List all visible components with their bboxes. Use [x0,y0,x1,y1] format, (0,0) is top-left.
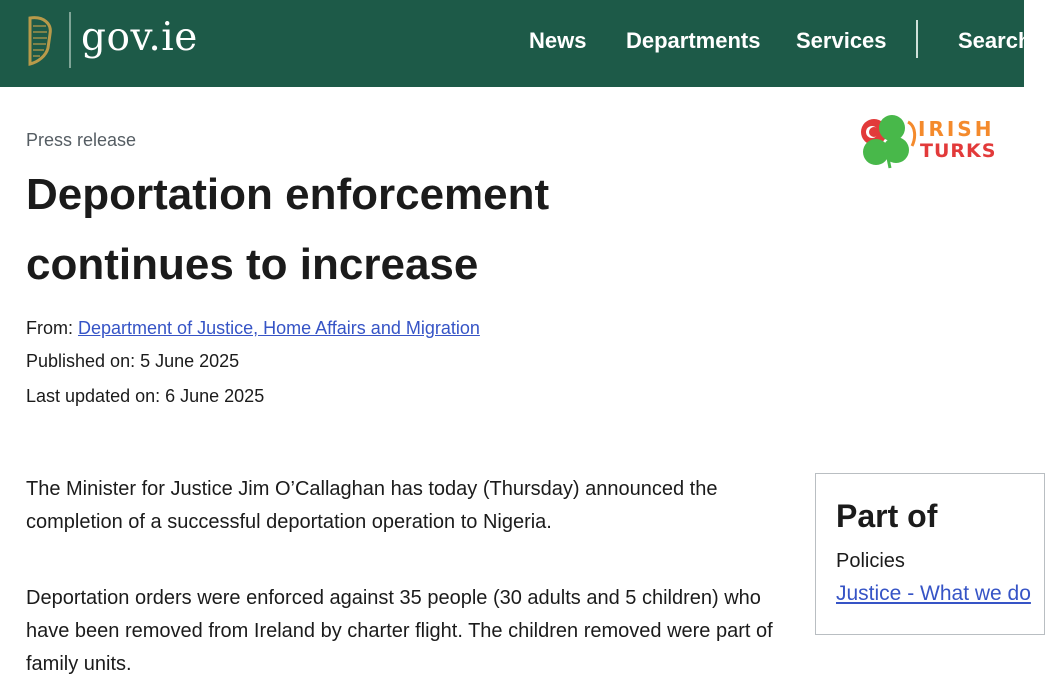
site-header [0,0,1032,87]
harp-icon[interactable] [24,14,54,66]
nav-search[interactable]: Search [958,28,1032,53]
watermark-line2: TURKS [920,140,997,162]
card-title: Part of [836,498,938,534]
page-title: Deportation enforcement continues to increase [26,170,550,289]
policy-link[interactable]: Justice - What we do [836,582,1031,605]
site-name-link[interactable]: gov.ie [81,15,198,60]
from-line [26,316,480,340]
department-link[interactable]: Department of Justice, Home Affairs and Migration [78,318,480,338]
part-of-card [815,473,1045,635]
header-divider [69,12,71,68]
from-label: From: [26,318,73,338]
nav-divider [916,20,918,58]
watermark-line1: IRISH [918,117,995,141]
published-date: Published on: 5 June 2025 [26,351,240,371]
body-paragraph: The Minister for Justice Jim O’Callaghan has today (Thursday) announced the completion of a successful deportation operation to Nigeria. [26,478,718,533]
card-label: Policies [836,550,905,572]
body-paragraph: Deportation orders were enforced against 35 people (30 adults and 5 children) who have been removed from Ireland by charter flight. The children removed were part of family units. [26,587,773,675]
nav-departments[interactable]: Departments [626,28,761,53]
content-type-label: Press release [26,130,137,150]
updated-date: Last updated on: 6 June 2025 [26,386,265,406]
nav-services[interactable]: Services [796,28,887,53]
nav-news[interactable]: News [529,28,587,53]
